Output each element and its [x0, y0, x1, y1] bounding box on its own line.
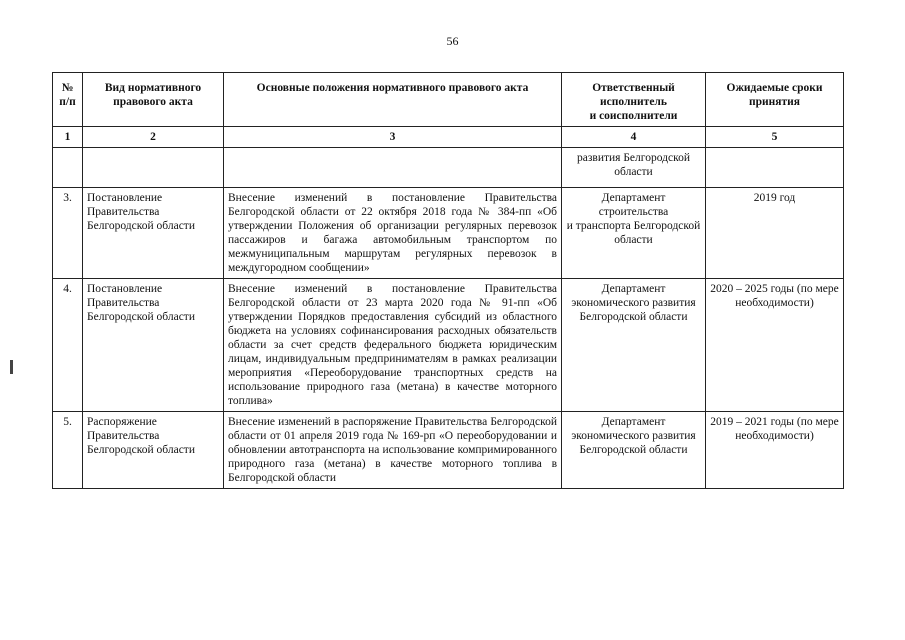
header-provisions: Основные положения нормативного правового акта: [224, 73, 562, 127]
page-number: 56: [446, 34, 459, 48]
column-number: 3: [224, 127, 562, 148]
row-num: 3.: [53, 188, 83, 279]
row-act-type: [83, 148, 224, 188]
row-executor: Департамент строительства и транспорта Белгородской области: [562, 188, 706, 279]
row-act-type: Постановление Правительства Белгородской области: [83, 188, 224, 279]
row-act-type: Постановление Правительства Белгородской области: [83, 279, 224, 412]
row-content: Внесение изменений в постановление Правительства Белгородской области от 23 марта 2020 года № 91-пп «Об утверждении Порядков предоставления субсидий из областного бюджета на условиях софинансирования расходных обязательств области за счет средств федерального бюджета юридическим лицам, индивидуальным предпринимателям в рамках реализации мероприятия «Переоборудование транспортных средств на использование природного газа (метана) в качестве моторного топлива»: [224, 279, 562, 412]
row-term: 2019 год: [706, 188, 844, 279]
row-term: [706, 148, 844, 188]
row-executor: Департамент экономического развития Белгородской области: [562, 412, 706, 489]
row-act-type: Распоряжение Правительства Белгородской области: [83, 412, 224, 489]
row-content: Внесение изменений в распоряжение Правительства Белгородской области от 01 апреля 2019 года № 169-рп «О переоборудовании и обновлении автотранспорта на использование компримированного природного газа (метана) в качестве моторного топлива в Белгородской области: [224, 412, 562, 489]
row-num: 4.: [53, 279, 83, 412]
legal-acts-table: [52, 72, 844, 489]
row-executor: Департамент экономического развития Белгородской области: [562, 279, 706, 412]
column-number: 2: [83, 127, 224, 148]
column-number: 1: [53, 127, 83, 148]
column-numbers-row: [53, 127, 844, 148]
table-row: [53, 188, 844, 279]
table-row: [53, 279, 844, 412]
row-num: [53, 148, 83, 188]
scan-margin-mark: [10, 360, 13, 374]
row-num: 5.: [53, 412, 83, 489]
row-term: 2019 – 2021 годы (по мере необходимости): [706, 412, 844, 489]
row-content: Внесение изменений в постановление Правительства Белгородской области от 22 октября 2018 года № 384-пп «Об утверждении Положения об организации регулярных перевозок пассажиров и багажа автомобильным транспортом по межмуниципальным маршрутам регулярных перевозок в междугородном сообщении»: [224, 188, 562, 279]
table-row: [53, 412, 844, 489]
row-term: 2020 – 2025 годы (по мере необходимости): [706, 279, 844, 412]
row-content: [224, 148, 562, 188]
header-term: Ожидаемые сроки принятия: [706, 73, 844, 127]
table-header-row: [53, 73, 844, 127]
header-act-type: Вид нормативного правового акта: [83, 73, 224, 127]
table-row: [53, 148, 844, 188]
column-number: 5: [706, 127, 844, 148]
row-executor: развития Белгородской области: [562, 148, 706, 188]
header-executor: Ответственный исполнитель и соисполнители: [562, 73, 706, 127]
header-num: № п/п: [53, 73, 83, 127]
column-number: 4: [562, 127, 706, 148]
